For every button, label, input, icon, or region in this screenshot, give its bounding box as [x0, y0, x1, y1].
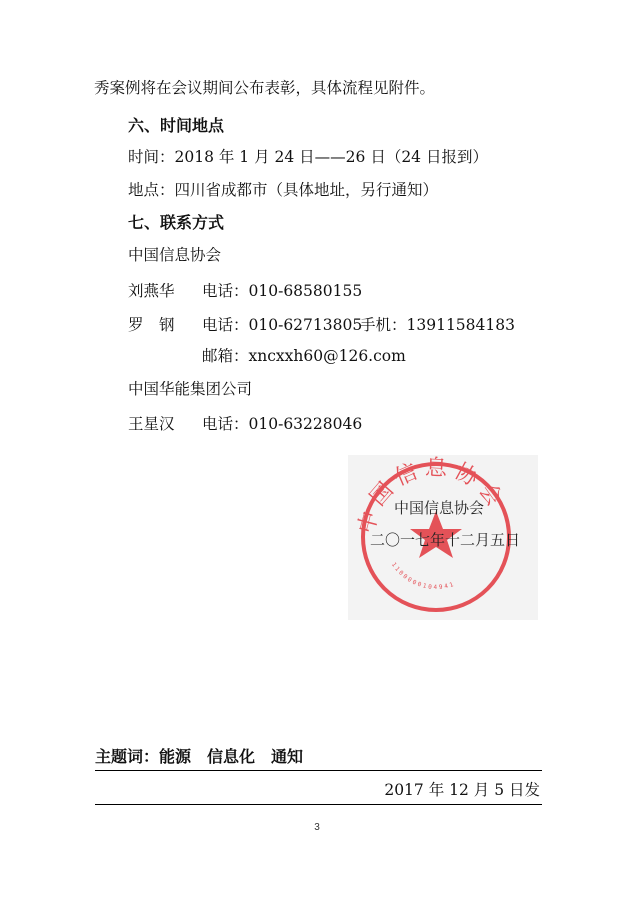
- svg-text:1100000104941: 1100000104941: [389, 561, 457, 592]
- time-line: 时间：2018 年 1 月 24 日——26 日（24 日报到）: [128, 148, 488, 166]
- section-seven-heading: 七、联系方式: [128, 213, 225, 232]
- contact-1-phone: 电话：010-68580155: [202, 282, 363, 300]
- contact-1-name: 刘燕华: [128, 282, 175, 300]
- subject-keywords: 主题词：能源 信息化 通知: [95, 747, 304, 766]
- issue-date: 2017 年 12 月 5 日发: [384, 781, 540, 799]
- place-line: 地点：四川省成都市（具体地址，另行通知）: [128, 181, 439, 199]
- contact-2-phone: 电话：010-62713805: [202, 316, 363, 334]
- contact-2-email: 邮箱：xncxxh60@126.com: [202, 347, 406, 365]
- contact-2-name: 罗 钢: [128, 316, 175, 334]
- contact-3-name: 王星汉: [128, 415, 175, 433]
- page-number: 3: [314, 822, 320, 833]
- signature-date: 二〇一七年十二月五日: [370, 531, 521, 549]
- contact-3-phone: 电话：010-63228046: [202, 415, 363, 433]
- signature-organization: 中国信息协会: [394, 499, 485, 517]
- footer-divider-bottom: [95, 804, 542, 805]
- section-six-heading: 六、时间地点: [128, 116, 225, 135]
- svg-text:中国信息协会: 中国信息协会: [354, 455, 511, 537]
- organization-name-2: 中国华能集团公司: [128, 380, 253, 398]
- contact-2-mobile: 手机：13911584183: [360, 316, 515, 334]
- organization-name-1: 中国信息协会: [128, 246, 222, 264]
- footer-divider-top: [95, 770, 542, 771]
- paragraph-continuation: 秀案例将在会议期间公布表彰，具体流程见附件。: [94, 79, 436, 97]
